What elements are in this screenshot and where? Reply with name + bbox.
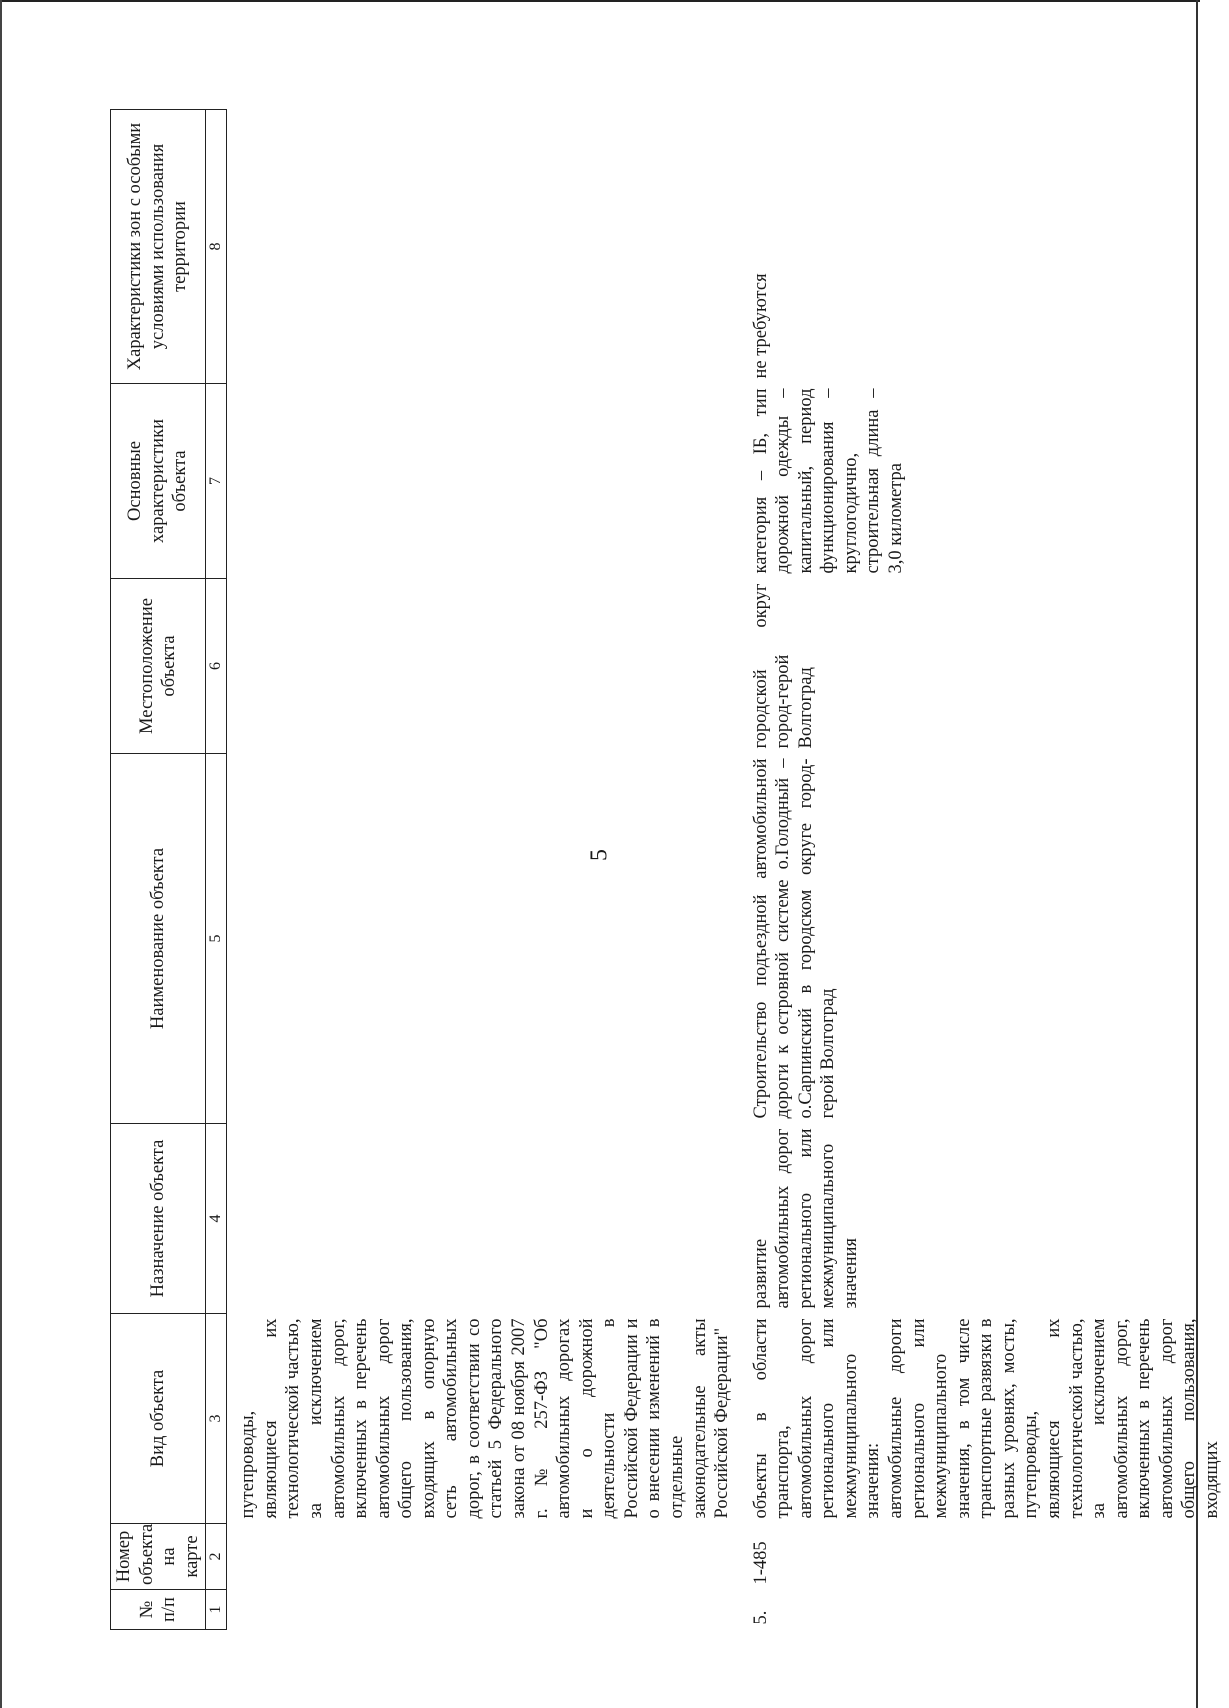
header-name: Наименование объекта <box>111 754 206 1124</box>
header-index: № п/п <box>111 1590 206 1630</box>
objects-table <box>110 109 1229 1630</box>
cell-purpose: развитие автомобильных дорог регионального или межмуниципального значения <box>750 1128 861 1309</box>
header-characteristics: Основные характеристики объекта <box>111 384 206 579</box>
cell-map-number: 1-485 <box>750 1541 771 1585</box>
header-number: 4 <box>206 1124 227 1314</box>
header-number: 2 <box>206 1524 227 1590</box>
header-row <box>111 110 206 1630</box>
header-number: 5 <box>206 754 227 1124</box>
table-row-continuation <box>227 110 740 1630</box>
cell-zones: не требуются <box>750 273 771 379</box>
cell-index: 5. <box>750 1610 771 1625</box>
header-number: 8 <box>206 110 227 384</box>
header-type: Вид объекта <box>111 1314 206 1524</box>
cell-name: Строительство подъездной автомобильной дороги к островной системе о.Голодный – о.Сарпинский в городском округе город-герой Волгоград <box>750 758 839 1119</box>
cell-characteristics: категория – IБ, тип дорожной одежды – капитальный, период функционирования – круглогодично, строительная длина – 3,0 километра <box>750 388 906 574</box>
header-map-number: Номер объекта на карте <box>111 1524 206 1590</box>
scan-edge-top <box>0 0 1200 2</box>
page-number: 5 <box>586 849 613 861</box>
header-purpose: Назначение объекта <box>111 1124 206 1314</box>
header-number: 3 <box>206 1314 227 1524</box>
header-number: 1 <box>206 1590 227 1630</box>
cell-location: городской округ город-герой Волгоград <box>750 583 816 749</box>
header-number: 7 <box>206 384 227 579</box>
table-header <box>111 110 227 1630</box>
cell-type-continuation: путепроводы, являющиеся их технологической частью, за исключением автомобильных дорог, включенных в перечень автомобильных дорог общего пользования, входящих в опорную сеть автомобильных дорог, в соответствии со статьей 5 Федерального закона от 08 ноября 2007 г. № 257-ФЗ "Об автомобильных дорогах и о дорожной деятельности в Российской Федерации и о внесении изменений в отдельные законодательные акты Российской Федерации" <box>238 1318 733 1519</box>
table-row <box>740 110 1229 1630</box>
header-location: Местоположение объекта <box>111 579 206 754</box>
header-zones: Характеристики зон с особыми условиями использования территории <box>111 110 206 384</box>
rotated-page-content <box>110 90 1222 1630</box>
scan-edge-left <box>0 0 2 1708</box>
header-number-row <box>206 110 227 1630</box>
cell-type: объекты в области транспорта, автомобильных дорог регионального или межмуниципального значения: автомобильные дороги регионального или межмуниципального значения, в том числе транспортные развязки в разных уровнях, мосты, путепроводы, являющиеся их технологической частью, за исключением автомобильных дорог, включенных в перечень автомобильных дорог общего пользования, входящих <box>750 1318 1222 1519</box>
header-number: 6 <box>206 579 227 754</box>
